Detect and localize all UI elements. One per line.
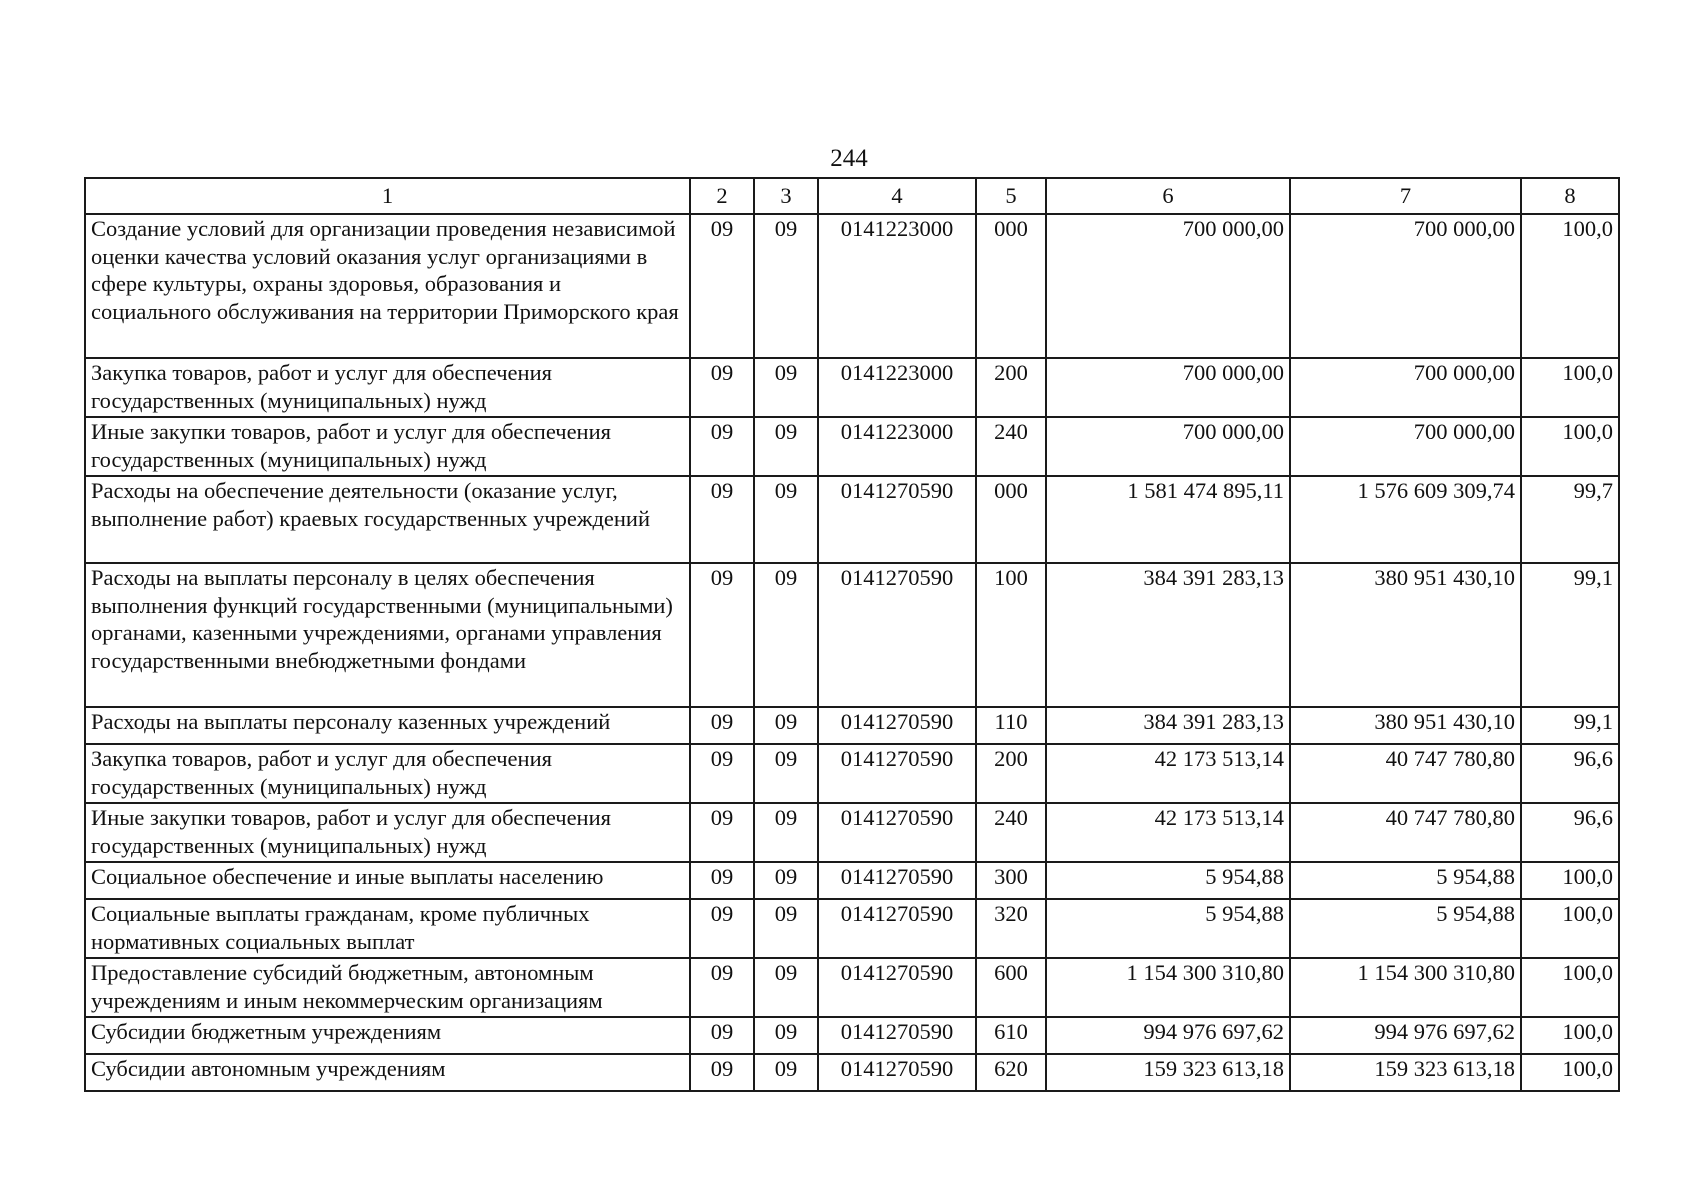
row-actual-amount: 5 954,88 (1290, 899, 1521, 958)
row-planned-amount: 700 000,00 (1046, 417, 1290, 476)
row-actual-amount: 700 000,00 (1290, 358, 1521, 417)
row-target-item: 0141223000 (818, 214, 976, 358)
row-subsection: 09 (754, 476, 818, 563)
row-section: 09 (690, 1017, 754, 1054)
row-actual-amount: 5 954,88 (1290, 862, 1521, 899)
row-planned-amount: 384 391 283,13 (1046, 707, 1290, 744)
row-name: Иные закупки товаров, работ и услуг для обеспечения государственных (муниципальных) нужд (85, 417, 690, 476)
row-planned-amount: 1 154 300 310,80 (1046, 958, 1290, 1017)
row-actual-amount: 700 000,00 (1290, 214, 1521, 358)
column-header-4: 4 (818, 178, 976, 214)
row-planned-amount: 42 173 513,14 (1046, 803, 1290, 862)
row-subsection: 09 (754, 707, 818, 744)
row-target-item: 0141270590 (818, 958, 976, 1017)
row-planned-amount: 994 976 697,62 (1046, 1017, 1290, 1054)
row-subsection: 09 (754, 1054, 818, 1091)
row-percent: 100,0 (1521, 862, 1619, 899)
row-section: 09 (690, 707, 754, 744)
row-percent: 100,0 (1521, 958, 1619, 1017)
column-number-row (85, 178, 1619, 214)
row-actual-amount: 700 000,00 (1290, 417, 1521, 476)
row-target-item: 0141270590 (818, 1017, 976, 1054)
table-row (85, 707, 1619, 744)
column-header-8: 8 (1521, 178, 1619, 214)
row-name: Закупка товаров, работ и услуг для обеспечения государственных (муниципальных) нужд (85, 358, 690, 417)
row-expense-type: 200 (976, 358, 1046, 417)
row-subsection: 09 (754, 803, 818, 862)
row-actual-amount: 159 323 613,18 (1290, 1054, 1521, 1091)
row-target-item: 0141223000 (818, 358, 976, 417)
row-section: 09 (690, 476, 754, 563)
row-target-item: 0141270590 (818, 744, 976, 803)
row-expense-type: 610 (976, 1017, 1046, 1054)
page-number: 244 (830, 145, 868, 172)
row-expense-type: 110 (976, 707, 1046, 744)
row-name: Социальное обеспечение и иные выплаты населению (85, 862, 690, 899)
row-section: 09 (690, 214, 754, 358)
table-row (85, 958, 1619, 1017)
row-planned-amount: 5 954,88 (1046, 899, 1290, 958)
table-row (85, 899, 1619, 958)
row-target-item: 0141270590 (818, 1054, 976, 1091)
column-header-5: 5 (976, 178, 1046, 214)
row-name: Социальные выплаты гражданам, кроме публичных нормативных социальных выплат (85, 899, 690, 958)
row-percent: 100,0 (1521, 899, 1619, 958)
table-row (85, 1017, 1619, 1054)
row-subsection: 09 (754, 1017, 818, 1054)
table-row (85, 563, 1619, 707)
row-subsection: 09 (754, 214, 818, 358)
row-name: Закупка товаров, работ и услуг для обеспечения государственных (муниципальных) нужд (85, 744, 690, 803)
row-actual-amount: 40 747 780,80 (1290, 803, 1521, 862)
row-target-item: 0141270590 (818, 862, 976, 899)
row-subsection: 09 (754, 563, 818, 707)
row-percent: 100,0 (1521, 358, 1619, 417)
row-section: 09 (690, 358, 754, 417)
row-percent: 100,0 (1521, 214, 1619, 358)
table-row (85, 417, 1619, 476)
table-row (85, 744, 1619, 803)
row-section: 09 (690, 899, 754, 958)
row-actual-amount: 380 951 430,10 (1290, 563, 1521, 707)
row-target-item: 0141223000 (818, 417, 976, 476)
row-target-item: 0141270590 (818, 803, 976, 862)
table-row (85, 358, 1619, 417)
row-planned-amount: 42 173 513,14 (1046, 744, 1290, 803)
row-expense-type: 600 (976, 958, 1046, 1017)
row-expense-type: 200 (976, 744, 1046, 803)
row-planned-amount: 384 391 283,13 (1046, 563, 1290, 707)
row-subsection: 09 (754, 899, 818, 958)
row-section: 09 (690, 862, 754, 899)
row-section: 09 (690, 417, 754, 476)
row-expense-type: 240 (976, 803, 1046, 862)
row-actual-amount: 40 747 780,80 (1290, 744, 1521, 803)
row-subsection: 09 (754, 862, 818, 899)
row-subsection: 09 (754, 744, 818, 803)
row-percent: 100,0 (1521, 417, 1619, 476)
row-percent: 96,6 (1521, 803, 1619, 862)
row-planned-amount: 5 954,88 (1046, 862, 1290, 899)
row-subsection: 09 (754, 958, 818, 1017)
row-name: Иные закупки товаров, работ и услуг для обеспечения государственных (муниципальных) нужд (85, 803, 690, 862)
row-percent: 100,0 (1521, 1017, 1619, 1054)
row-target-item: 0141270590 (818, 476, 976, 563)
row-subsection: 09 (754, 417, 818, 476)
budget-table (84, 177, 1620, 1092)
row-expense-type: 000 (976, 476, 1046, 563)
row-actual-amount: 994 976 697,62 (1290, 1017, 1521, 1054)
row-name: Субсидии автономным учреждениям (85, 1054, 690, 1091)
table-row (85, 476, 1619, 563)
row-subsection: 09 (754, 358, 818, 417)
column-header-1: 1 (85, 178, 690, 214)
column-header-7: 7 (1290, 178, 1521, 214)
row-target-item: 0141270590 (818, 707, 976, 744)
table-row (85, 803, 1619, 862)
row-actual-amount: 1 154 300 310,80 (1290, 958, 1521, 1017)
row-section: 09 (690, 1054, 754, 1091)
table-row (85, 862, 1619, 899)
row-percent: 99,7 (1521, 476, 1619, 563)
row-percent: 99,1 (1521, 563, 1619, 707)
row-planned-amount: 700 000,00 (1046, 214, 1290, 358)
row-name: Расходы на выплаты персоналу в целях обеспечения выполнения функций государственными (муниципальными) органами, казенными учреждениями, органами управления государственными внебюджетными фондами (85, 563, 690, 707)
table-row (85, 214, 1619, 358)
row-planned-amount: 1 581 474 895,11 (1046, 476, 1290, 563)
row-name: Субсидии бюджетным учреждениям (85, 1017, 690, 1054)
row-expense-type: 620 (976, 1054, 1046, 1091)
row-target-item: 0141270590 (818, 899, 976, 958)
row-expense-type: 240 (976, 417, 1046, 476)
row-expense-type: 320 (976, 899, 1046, 958)
column-header-6: 6 (1046, 178, 1290, 214)
row-expense-type: 300 (976, 862, 1046, 899)
row-percent: 100,0 (1521, 1054, 1619, 1091)
row-target-item: 0141270590 (818, 563, 976, 707)
row-section: 09 (690, 744, 754, 803)
row-name: Создание условий для организации проведения независимой оценки качества условий оказания услуг организациями в сфере культуры, охраны здоровья, образования и социального обслуживания на территории Приморского края (85, 214, 690, 358)
row-expense-type: 000 (976, 214, 1046, 358)
row-name: Предоставление субсидий бюджетным, автономным учреждениям и иным некоммерческим организациям (85, 958, 690, 1017)
row-planned-amount: 159 323 613,18 (1046, 1054, 1290, 1091)
column-header-3: 3 (754, 178, 818, 214)
row-name: Расходы на выплаты персоналу казенных учреждений (85, 707, 690, 744)
row-section: 09 (690, 958, 754, 1017)
row-actual-amount: 380 951 430,10 (1290, 707, 1521, 744)
row-actual-amount: 1 576 609 309,74 (1290, 476, 1521, 563)
row-planned-amount: 700 000,00 (1046, 358, 1290, 417)
row-percent: 99,1 (1521, 707, 1619, 744)
table-row (85, 1054, 1619, 1091)
row-section: 09 (690, 563, 754, 707)
row-name: Расходы на обеспечение деятельности (оказание услуг, выполнение работ) краевых государственных учреждений (85, 476, 690, 563)
row-section: 09 (690, 803, 754, 862)
column-header-2: 2 (690, 178, 754, 214)
row-expense-type: 100 (976, 563, 1046, 707)
row-percent: 96,6 (1521, 744, 1619, 803)
